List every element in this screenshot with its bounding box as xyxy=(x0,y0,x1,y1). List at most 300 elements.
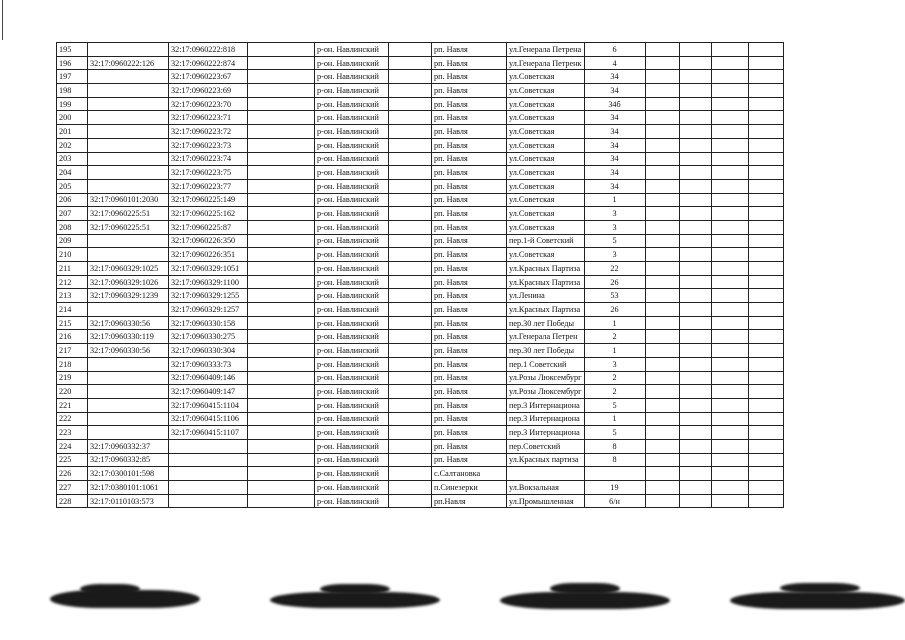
cell-blank-col-d xyxy=(679,453,711,467)
scan-artifact-left xyxy=(30,578,200,618)
scan-artifact-right xyxy=(730,578,905,618)
cell-blank-col-f xyxy=(748,453,783,467)
cell-old-cadastral-number: 32:17:0960332:37 xyxy=(88,439,169,453)
cell-blank-col-c xyxy=(645,125,679,139)
cell-street: пер.Советский xyxy=(507,439,585,453)
scan-edge-line xyxy=(2,0,3,40)
table-row xyxy=(57,43,784,57)
cell-district: р-он. Навлинский xyxy=(315,234,389,248)
cell-blank-col-b xyxy=(389,412,432,426)
cell-blank-col-b xyxy=(389,344,432,358)
cell-blank-col-a xyxy=(248,357,315,371)
cell-district: р-он. Навлинский xyxy=(315,84,389,98)
cell-cadastral-number: 32:17:0960226:350 xyxy=(169,234,248,248)
cell-blank-col-c xyxy=(645,220,679,234)
cell-cadastral-number: 32:17:0960409:147 xyxy=(169,385,248,399)
cell-blank-col-e xyxy=(711,371,748,385)
cell-locality: рп. Навля xyxy=(432,207,507,221)
cell-blank-col-a xyxy=(248,371,315,385)
table-row xyxy=(57,385,784,399)
cell-district: р-он. Навлинский xyxy=(315,357,389,371)
cell-house-number: 3 xyxy=(584,207,645,221)
cell-house-number: 34 xyxy=(584,138,645,152)
cell-cadastral-number: 32:17:0960329:1051 xyxy=(169,262,248,276)
cell-street: ул.Советская xyxy=(507,193,585,207)
cell-row-number: 226 xyxy=(57,467,88,481)
cell-locality: рп. Навля xyxy=(432,275,507,289)
cell-blank-col-e xyxy=(711,453,748,467)
cell-blank-col-c xyxy=(645,412,679,426)
cell-row-number: 213 xyxy=(57,289,88,303)
cell-blank-col-e xyxy=(711,56,748,70)
cell-house-number: 2 xyxy=(584,371,645,385)
cell-blank-col-c xyxy=(645,357,679,371)
cell-blank-col-d xyxy=(679,248,711,262)
cell-blank-col-e xyxy=(711,111,748,125)
table-row xyxy=(57,248,784,262)
cell-blank-col-d xyxy=(679,494,711,508)
cell-row-number: 219 xyxy=(57,371,88,385)
cell-locality: рп. Навля xyxy=(432,166,507,180)
cell-old-cadastral-number: 32:17:0380101:1061 xyxy=(88,481,169,495)
cell-row-number: 196 xyxy=(57,56,88,70)
cell-house-number: 6/н xyxy=(584,494,645,508)
cell-old-cadastral-number: 32:17:0960330:56 xyxy=(88,344,169,358)
cell-district: р-он. Навлинский xyxy=(315,453,389,467)
cell-row-number: 217 xyxy=(57,344,88,358)
cell-blank-col-d xyxy=(679,316,711,330)
cell-house-number: 34 xyxy=(584,125,645,139)
cell-row-number: 225 xyxy=(57,453,88,467)
cell-locality: рп. Навля xyxy=(432,412,507,426)
cell-street: ул.Вокзальная xyxy=(507,481,585,495)
cell-house-number: 2 xyxy=(584,385,645,399)
cell-old-cadastral-number: 32:17:0960225:51 xyxy=(88,220,169,234)
cell-row-number: 224 xyxy=(57,439,88,453)
cell-district: р-он. Навлинский xyxy=(315,207,389,221)
cell-blank-col-f xyxy=(748,412,783,426)
cell-district: р-он. Навлинский xyxy=(315,70,389,84)
cell-old-cadastral-number: 32:17:0960330:56 xyxy=(88,316,169,330)
cell-blank-col-e xyxy=(711,316,748,330)
cell-district: р-он. Навлинский xyxy=(315,344,389,358)
cell-district: р-он. Навлинский xyxy=(315,111,389,125)
cell-blank-col-b xyxy=(389,303,432,317)
cell-row-number: 206 xyxy=(57,193,88,207)
cell-row-number: 218 xyxy=(57,357,88,371)
cell-old-cadastral-number xyxy=(88,398,169,412)
cell-district: р-он. Навлинский xyxy=(315,125,389,139)
cell-blank-col-f xyxy=(748,84,783,98)
cell-blank-col-d xyxy=(679,207,711,221)
cell-house-number: 3 xyxy=(584,357,645,371)
cell-blank-col-d xyxy=(679,439,711,453)
cell-cadastral-number: 32:17:0960415:1106 xyxy=(169,412,248,426)
cell-cadastral-number: 32:17:0960223:71 xyxy=(169,111,248,125)
table-row xyxy=(57,138,784,152)
cell-district: р-он. Навлинский xyxy=(315,330,389,344)
cell-locality: с.Салтановка xyxy=(432,467,507,481)
cell-locality: п.Синезерки xyxy=(432,481,507,495)
cell-row-number: 211 xyxy=(57,262,88,276)
table-row xyxy=(57,207,784,221)
cell-locality: рп. Навля xyxy=(432,111,507,125)
cell-blank-col-e xyxy=(711,303,748,317)
cell-street: ул.Советская xyxy=(507,138,585,152)
cell-cadastral-number: 32:17:0960225:162 xyxy=(169,207,248,221)
cell-district: р-он. Навлинский xyxy=(315,412,389,426)
cell-blank-col-d xyxy=(679,344,711,358)
cell-district: р-он. Навлинский xyxy=(315,56,389,70)
cell-locality: рп. Навля xyxy=(432,97,507,111)
cell-street: ул.Красных Партиза xyxy=(507,262,585,276)
cell-house-number xyxy=(584,467,645,481)
cell-blank-col-e xyxy=(711,275,748,289)
cell-row-number: 212 xyxy=(57,275,88,289)
cell-house-number: 34 xyxy=(584,111,645,125)
cell-blank-col-c xyxy=(645,152,679,166)
cell-street: ул.Красных партиза xyxy=(507,453,585,467)
cell-blank-col-b xyxy=(389,494,432,508)
cell-blank-col-c xyxy=(645,481,679,495)
cell-cadastral-number xyxy=(169,467,248,481)
cell-blank-col-f xyxy=(748,275,783,289)
cell-locality: рп. Навля xyxy=(432,453,507,467)
cell-blank-col-d xyxy=(679,56,711,70)
cell-old-cadastral-number xyxy=(88,97,169,111)
table-row xyxy=(57,70,784,84)
cell-blank-col-b xyxy=(389,43,432,57)
cell-street: ул.Советская xyxy=(507,84,585,98)
cell-blank-col-c xyxy=(645,303,679,317)
cell-blank-col-a xyxy=(248,289,315,303)
cell-blank-col-f xyxy=(748,152,783,166)
cell-street: ул.Советская xyxy=(507,207,585,221)
cell-blank-col-f xyxy=(748,262,783,276)
cell-old-cadastral-number xyxy=(88,426,169,440)
table-row xyxy=(57,275,784,289)
cell-blank-col-c xyxy=(645,84,679,98)
cell-district: р-он. Навлинский xyxy=(315,316,389,330)
cell-old-cadastral-number: 32:17:0960225:51 xyxy=(88,207,169,221)
cell-district: р-он. Навлинский xyxy=(315,481,389,495)
table-row xyxy=(57,330,784,344)
table-row xyxy=(57,166,784,180)
cell-blank-col-d xyxy=(679,193,711,207)
cell-blank-col-d xyxy=(679,289,711,303)
cell-blank-col-b xyxy=(389,248,432,262)
table-row xyxy=(57,453,784,467)
cell-blank-col-e xyxy=(711,412,748,426)
cell-blank-col-a xyxy=(248,316,315,330)
cell-blank-col-e xyxy=(711,398,748,412)
table-row xyxy=(57,179,784,193)
cell-blank-col-c xyxy=(645,344,679,358)
cell-street: ул.Советская xyxy=(507,111,585,125)
cell-blank-col-c xyxy=(645,248,679,262)
cell-blank-col-b xyxy=(389,234,432,248)
cell-blank-col-a xyxy=(248,111,315,125)
table-row xyxy=(57,262,784,276)
cell-blank-col-d xyxy=(679,357,711,371)
cell-blank-col-f xyxy=(748,303,783,317)
cell-blank-col-f xyxy=(748,97,783,111)
cell-blank-col-e xyxy=(711,385,748,399)
cell-row-number: 221 xyxy=(57,398,88,412)
cell-blank-col-c xyxy=(645,179,679,193)
cell-cadastral-number: 32:17:0960333:73 xyxy=(169,357,248,371)
scan-artifact-center-right xyxy=(500,578,680,618)
cell-old-cadastral-number xyxy=(88,179,169,193)
cell-blank-col-c xyxy=(645,330,679,344)
cell-blank-col-d xyxy=(679,125,711,139)
cell-blank-col-b xyxy=(389,207,432,221)
cell-house-number: 1 xyxy=(584,344,645,358)
cell-cadastral-number: 32:17:0960329:1100 xyxy=(169,275,248,289)
cell-blank-col-d xyxy=(679,262,711,276)
cell-house-number: 5 xyxy=(584,398,645,412)
cell-street: ул.Советская xyxy=(507,125,585,139)
cell-blank-col-c xyxy=(645,289,679,303)
cell-blank-col-d xyxy=(679,398,711,412)
cell-blank-col-d xyxy=(679,166,711,180)
cell-district: р-он. Навлинский xyxy=(315,43,389,57)
cell-blank-col-f xyxy=(748,494,783,508)
cell-old-cadastral-number xyxy=(88,303,169,317)
cell-blank-col-a xyxy=(248,275,315,289)
cell-blank-col-e xyxy=(711,357,748,371)
cell-blank-col-a xyxy=(248,193,315,207)
table-row xyxy=(57,316,784,330)
cell-blank-col-d xyxy=(679,385,711,399)
cell-locality: рп. Навля xyxy=(432,398,507,412)
cell-house-number: 34 xyxy=(584,179,645,193)
cell-street: ул.Промышленная xyxy=(507,494,585,508)
cell-blank-col-c xyxy=(645,385,679,399)
cell-street: ул.Розы Люксембург xyxy=(507,371,585,385)
cell-cadastral-number xyxy=(169,481,248,495)
cell-row-number: 204 xyxy=(57,166,88,180)
cell-blank-col-f xyxy=(748,111,783,125)
property-register-table xyxy=(56,42,784,508)
cell-locality: рп. Навля xyxy=(432,234,507,248)
cell-old-cadastral-number xyxy=(88,84,169,98)
cell-row-number: 198 xyxy=(57,84,88,98)
cell-house-number: 1 xyxy=(584,412,645,426)
cell-old-cadastral-number: 32:17:0300101:598 xyxy=(88,467,169,481)
cell-house-number: 1 xyxy=(584,193,645,207)
cell-blank-col-e xyxy=(711,138,748,152)
cell-locality: рп. Навля xyxy=(432,385,507,399)
cell-street: ул.Советская xyxy=(507,248,585,262)
cell-locality: рп. Навля xyxy=(432,248,507,262)
cell-blank-col-e xyxy=(711,179,748,193)
cell-cadastral-number: 32:17:0960330:304 xyxy=(169,344,248,358)
cell-locality: рп. Навля xyxy=(432,426,507,440)
cell-old-cadastral-number: 32:17:0960332:85 xyxy=(88,453,169,467)
table-row xyxy=(57,494,784,508)
cell-blank-col-e xyxy=(711,234,748,248)
cell-locality: рп. Навля xyxy=(432,193,507,207)
cell-blank-col-c xyxy=(645,207,679,221)
cell-street: ул.Генерала Петрена xyxy=(507,43,585,57)
cell-district: р-он. Навлинский xyxy=(315,439,389,453)
cell-blank-col-c xyxy=(645,371,679,385)
table-row xyxy=(57,193,784,207)
cell-blank-col-f xyxy=(748,193,783,207)
cell-old-cadastral-number: 32:17:0110103:573 xyxy=(88,494,169,508)
cell-blank-col-a xyxy=(248,179,315,193)
cell-blank-col-b xyxy=(389,426,432,440)
cell-cadastral-number: 32:17:0960223:77 xyxy=(169,179,248,193)
cell-house-number: 1 xyxy=(584,316,645,330)
table-row xyxy=(57,303,784,317)
cell-street: пер.30 лет Победы xyxy=(507,344,585,358)
cell-blank-col-f xyxy=(748,357,783,371)
cell-blank-col-d xyxy=(679,138,711,152)
cell-house-number: 8 xyxy=(584,453,645,467)
cell-district: р-он. Навлинский xyxy=(315,494,389,508)
cell-blank-col-e xyxy=(711,467,748,481)
cell-blank-col-c xyxy=(645,275,679,289)
cell-row-number: 227 xyxy=(57,481,88,495)
cell-locality: рп. Навля xyxy=(432,84,507,98)
cell-blank-col-d xyxy=(679,371,711,385)
cell-blank-col-e xyxy=(711,330,748,344)
cell-old-cadastral-number xyxy=(88,166,169,180)
table-row xyxy=(57,357,784,371)
cell-blank-col-e xyxy=(711,97,748,111)
cell-locality: рп. Навля xyxy=(432,125,507,139)
cell-house-number: 3 xyxy=(584,248,645,262)
cell-house-number: 34 xyxy=(584,166,645,180)
cell-house-number: 22 xyxy=(584,262,645,276)
cell-blank-col-f xyxy=(748,56,783,70)
cell-blank-col-b xyxy=(389,398,432,412)
cell-house-number: 6 xyxy=(584,43,645,57)
cell-blank-col-e xyxy=(711,344,748,358)
cell-row-number: 215 xyxy=(57,316,88,330)
cell-cadastral-number: 32:17:0960415:1107 xyxy=(169,426,248,440)
cell-cadastral-number: 32:17:0960222:874 xyxy=(169,56,248,70)
cell-street: ул.Красных Партиза xyxy=(507,303,585,317)
cell-district: р-он. Навлинский xyxy=(315,97,389,111)
cell-house-number: 34 xyxy=(584,70,645,84)
cell-house-number: 26 xyxy=(584,275,645,289)
cell-old-cadastral-number xyxy=(88,357,169,371)
cell-street: пер.3 Интернациона xyxy=(507,398,585,412)
cell-row-number: 209 xyxy=(57,234,88,248)
table-row xyxy=(57,111,784,125)
cell-blank-col-a xyxy=(248,166,315,180)
table-row xyxy=(57,371,784,385)
cell-blank-col-f xyxy=(748,125,783,139)
cell-row-number: 223 xyxy=(57,426,88,440)
cell-row-number: 220 xyxy=(57,385,88,399)
cell-old-cadastral-number: 32:17:0960329:1025 xyxy=(88,262,169,276)
table-row xyxy=(57,220,784,234)
cell-cadastral-number: 32:17:0960223:72 xyxy=(169,125,248,139)
cell-blank-col-f xyxy=(748,138,783,152)
cell-house-number: 2 xyxy=(584,330,645,344)
cell-blank-col-b xyxy=(389,152,432,166)
cell-row-number: 205 xyxy=(57,179,88,193)
cell-district: р-он. Навлинский xyxy=(315,220,389,234)
cell-locality: рп. Навля xyxy=(432,70,507,84)
cell-cadastral-number: 32:17:0960329:1257 xyxy=(169,303,248,317)
cell-blank-col-b xyxy=(389,481,432,495)
table-row xyxy=(57,289,784,303)
cell-row-number: 199 xyxy=(57,97,88,111)
cell-row-number: 195 xyxy=(57,43,88,57)
cell-blank-col-c xyxy=(645,193,679,207)
cell-blank-col-b xyxy=(389,316,432,330)
cell-district: р-он. Навлинский xyxy=(315,275,389,289)
cell-blank-col-c xyxy=(645,439,679,453)
cell-blank-col-a xyxy=(248,385,315,399)
cell-blank-col-a xyxy=(248,152,315,166)
cell-blank-col-b xyxy=(389,275,432,289)
cell-locality: рп. Навля xyxy=(432,357,507,371)
cell-blank-col-b xyxy=(389,111,432,125)
cell-house-number: 34 xyxy=(584,84,645,98)
cell-row-number: 200 xyxy=(57,111,88,125)
cell-locality: рп. Навля xyxy=(432,220,507,234)
cell-blank-col-a xyxy=(248,248,315,262)
cell-blank-col-a xyxy=(248,56,315,70)
cell-blank-col-c xyxy=(645,111,679,125)
cell-street: ул.Советская xyxy=(507,179,585,193)
cell-cadastral-number: 32:17:0960223:70 xyxy=(169,97,248,111)
cell-blank-col-c xyxy=(645,467,679,481)
cell-street: ул.Ленина xyxy=(507,289,585,303)
cell-blank-col-e xyxy=(711,125,748,139)
cell-blank-col-f xyxy=(748,179,783,193)
cell-old-cadastral-number: 32:17:0960330:119 xyxy=(88,330,169,344)
cell-blank-col-e xyxy=(711,70,748,84)
cell-blank-col-b xyxy=(389,166,432,180)
cell-blank-col-a xyxy=(248,453,315,467)
cell-blank-col-b xyxy=(389,467,432,481)
cell-street: ул.Советская xyxy=(507,70,585,84)
cell-old-cadastral-number xyxy=(88,412,169,426)
cell-blank-col-e xyxy=(711,426,748,440)
cell-old-cadastral-number: 32:17:0960101:2030 xyxy=(88,193,169,207)
cell-district: р-он. Навлинский xyxy=(315,467,389,481)
cell-blank-col-b xyxy=(389,439,432,453)
cell-locality: рп. Навля xyxy=(432,43,507,57)
cell-blank-col-a xyxy=(248,70,315,84)
cell-house-number: 26 xyxy=(584,303,645,317)
cell-blank-col-c xyxy=(645,138,679,152)
cell-cadastral-number: 32:17:0960222:818 xyxy=(169,43,248,57)
cell-blank-col-f xyxy=(748,344,783,358)
cell-blank-col-d xyxy=(679,152,711,166)
cell-district: р-он. Навлинский xyxy=(315,426,389,440)
cell-locality: рп. Навля xyxy=(432,179,507,193)
cell-row-number: 201 xyxy=(57,125,88,139)
cell-blank-col-d xyxy=(679,234,711,248)
cell-house-number: 34б xyxy=(584,97,645,111)
cell-locality: рп. Навля xyxy=(432,262,507,276)
cell-district: р-он. Навлинский xyxy=(315,385,389,399)
cell-district: р-он. Навлинский xyxy=(315,138,389,152)
cell-blank-col-b xyxy=(389,84,432,98)
cell-blank-col-e xyxy=(711,207,748,221)
cell-row-number: 207 xyxy=(57,207,88,221)
cell-district: р-он. Навлинский xyxy=(315,262,389,276)
table-row xyxy=(57,97,784,111)
